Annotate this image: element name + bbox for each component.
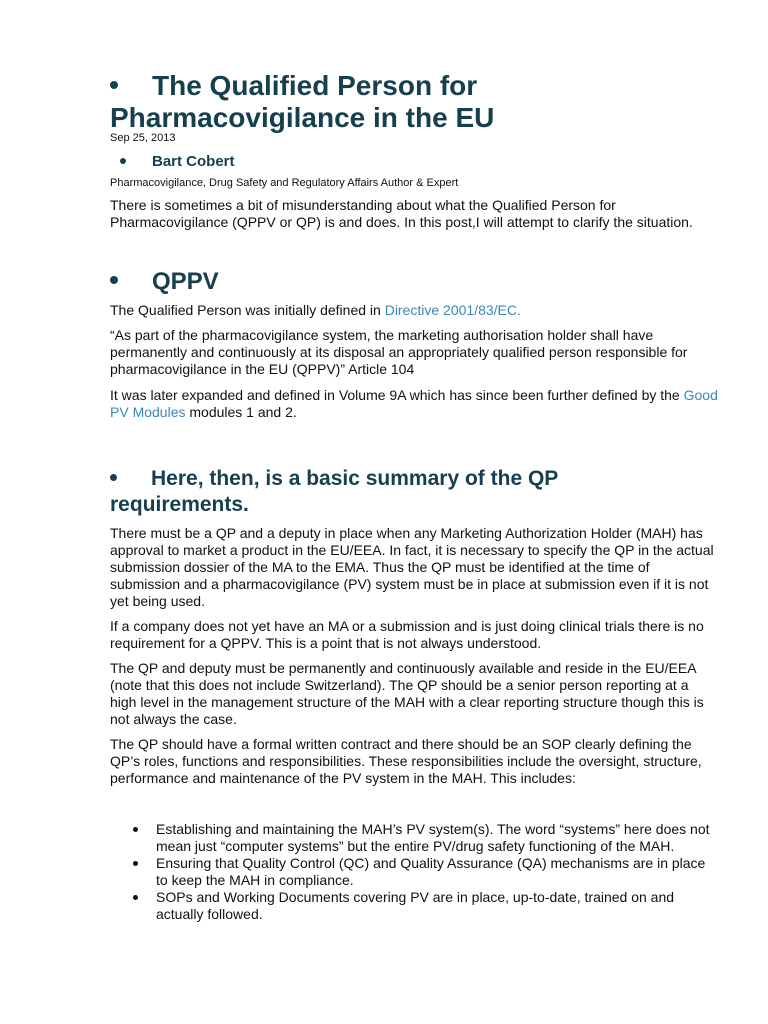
author-name: Bart Cobert bbox=[152, 153, 235, 170]
list-item bbox=[110, 855, 720, 889]
author-row bbox=[120, 153, 235, 171]
article-date: Sep 25, 2013 bbox=[110, 132, 176, 144]
bullet-icon bbox=[110, 276, 118, 284]
list-item bbox=[110, 889, 720, 923]
summary-paragraph-1: There must be a QP and a deputy in place when any Marketing Authorization Holder (MAH) has approval to market a product in the EU/EEA. In fact, it is necessary to specify the QP in the actual submission dossier of the MA to the EMA. Thus the QP must be identified at the time of submission and a pharmacovigilance (PV) system must be in place at submission even if it is not yet being used. bbox=[110, 525, 714, 609]
good-pv-modules-link[interactable]: Good PV Modules bbox=[110, 387, 718, 420]
article-title-line2: Pharmacovigilance in the EU bbox=[110, 102, 495, 133]
summary-paragraph-2: If a company does not yet have an MA or a submission and is just doing clinical trials there is no requirement for a QPPV. This is a point that is not always understood. bbox=[110, 618, 704, 651]
section-heading-qppv-text: QPPV bbox=[152, 268, 219, 295]
summary-heading-line1-row bbox=[110, 466, 730, 492]
summary-paragraph-3: The QP and deputy must be permanently and continuously available and reside in the EU/EEA (note that this does not include Switzerland). The QP should be a senior person reporting at a high level in the management structure of the MAH with a clear reporting structure though this is not always the case. bbox=[110, 660, 704, 727]
intro-paragraph: There is sometimes a bit of misunderstanding about what the Qualified Person for Pharmacovigilance (QPPV or QP) is and does. In this post,I will attempt to clarify the situation. bbox=[110, 197, 693, 230]
article-title-line1-row bbox=[110, 70, 750, 102]
section-heading-summary bbox=[110, 466, 730, 518]
list-item bbox=[110, 821, 720, 855]
article-title-line1: The Qualified Person for bbox=[152, 70, 478, 101]
author-bio: Pharmacovigilance, Drug Safety and Regulatory Affairs Author & Expert bbox=[110, 177, 459, 189]
article-title bbox=[110, 70, 750, 134]
summary-paragraph-4: The QP should have a formal written contract and there should be an SOP clearly defining the QP’s roles, functions and responsibilities. These responsibilities include the oversight, structure, performance and maintenance of the PV system in the MAH. This includes: bbox=[110, 736, 702, 786]
volume9a-paragraph bbox=[110, 387, 720, 421]
list-item-text: Ensuring that Quality Control (QC) and Quality Assurance (QA) mechanisms are in place to keep the MAH in compliance. bbox=[156, 855, 706, 888]
qppv-definition-text: The Qualified Person was initially defined in bbox=[110, 302, 385, 318]
volume9a-text: It was later expanded and defined in Volume 9A which has since been further defined by the bbox=[110, 387, 684, 403]
bullet-icon bbox=[133, 895, 138, 900]
quote-paragraph: “As part of the pharmacovigilance system, the marketing authorisation holder shall have permanently and continuously at its disposal an appropriately qualified person responsible for pharmacovigilance in the EU (QPPV)” Article 104 bbox=[110, 327, 688, 377]
bullet-icon bbox=[110, 81, 118, 89]
list-item-text: Establishing and maintaining the MAH’s PV system(s). The word “systems” here does not mean just “computer systems” but the entire PV/drug safety functioning of the MAH. bbox=[156, 821, 710, 854]
bullet-icon bbox=[120, 158, 126, 164]
summary-heading-line2: requirements. bbox=[110, 493, 249, 516]
bullet-icon bbox=[110, 474, 117, 481]
list-item-text: SOPs and Working Documents covering PV are in place, up-to-date, trained on and actually followed. bbox=[156, 889, 675, 922]
section-heading-qppv bbox=[110, 266, 219, 298]
summary-heading-line1: Here, then, is a basic summary of the QP bbox=[151, 467, 559, 490]
responsibilities-list bbox=[110, 821, 720, 923]
volume9a-suffix: modules 1 and 2. bbox=[185, 404, 297, 420]
qppv-definition-paragraph bbox=[110, 302, 720, 319]
responsibilities-list-wrapper bbox=[110, 821, 720, 923]
bullet-icon bbox=[133, 861, 138, 866]
directive-link[interactable]: Directive 2001/83/EC. bbox=[384, 302, 521, 318]
bullet-icon bbox=[133, 827, 138, 832]
